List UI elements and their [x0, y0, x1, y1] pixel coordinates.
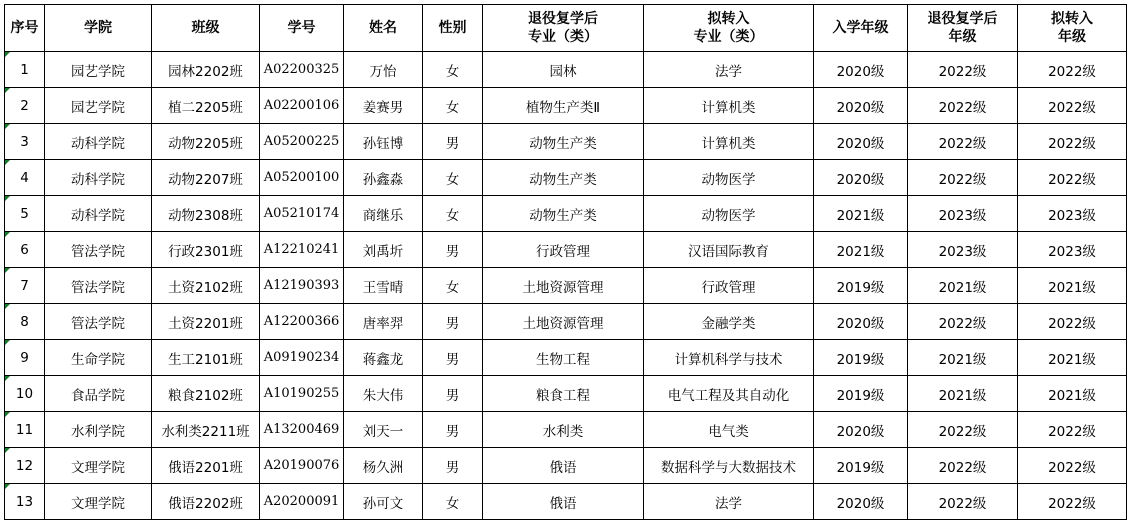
column-header-college[interactable]: [45, 5, 152, 52]
column-header-class[interactable]: [152, 5, 260, 52]
cell-name[interactable]: 商继乐: [344, 196, 423, 232]
cell-seq[interactable]: 13: [5, 484, 45, 520]
cell-gender[interactable]: 女: [423, 268, 483, 304]
cell-target-major[interactable]: 计算机类: [644, 124, 814, 160]
cell-class[interactable]: 行政2301班: [152, 232, 260, 268]
cell-gender[interactable]: 女: [423, 484, 483, 520]
cell-enroll-year[interactable]: 2020级: [814, 160, 908, 196]
cell-target-grade[interactable]: 2021级: [1018, 340, 1127, 376]
cell-target-major[interactable]: 动物医学: [644, 160, 814, 196]
cell-target-major[interactable]: 行政管理: [644, 268, 814, 304]
column-header-text: 学院: [84, 20, 112, 36]
table-row: [5, 124, 1127, 160]
cell-target-major[interactable]: 计算机类: [644, 88, 814, 124]
cell-target-major[interactable]: 计算机科学与技术: [644, 340, 814, 376]
cell-major-after-return[interactable]: 动物生产类: [483, 124, 644, 160]
cell-target-grade[interactable]: 2023级: [1018, 232, 1127, 268]
cell-enroll-year[interactable]: 2020级: [814, 124, 908, 160]
cell-target-grade[interactable]: 2023级: [1018, 196, 1127, 232]
column-header-text: 序号: [10, 20, 39, 36]
cell-target-major[interactable]: 金融学类: [644, 304, 814, 340]
cell-name[interactable]: 蒋鑫龙: [344, 340, 423, 376]
cell-grade-after-return[interactable]: 2022级: [908, 412, 1018, 448]
cell-name[interactable]: 孙钰博: [344, 124, 423, 160]
table-row: [5, 412, 1127, 448]
cell-grade-after-return[interactable]: 2023级: [908, 232, 1018, 268]
cell-seq[interactable]: 8: [5, 304, 45, 340]
cell-name[interactable]: 王雪晴: [344, 268, 423, 304]
cell-enroll-year[interactable]: 2019级: [814, 376, 908, 412]
cell-gender[interactable]: 女: [423, 160, 483, 196]
cell-college[interactable]: 动科学院: [45, 160, 152, 196]
cell-name[interactable]: 姜赛男: [344, 88, 423, 124]
cell-target-grade[interactable]: 2021级: [1018, 376, 1127, 412]
cell-college[interactable]: 园艺学院: [45, 52, 152, 88]
cell-seq[interactable]: 5: [5, 196, 45, 232]
cell-seq[interactable]: 7: [5, 268, 45, 304]
cell-seq[interactable]: 6: [5, 232, 45, 268]
cell-target-grade[interactable]: 2022级: [1018, 52, 1127, 88]
cell-student-id[interactable]: A02200106: [260, 88, 344, 124]
cell-major-after-return[interactable]: 动物生产类: [483, 196, 644, 232]
cell-student-id[interactable]: A05200225: [260, 124, 344, 160]
cell-enroll-year[interactable]: 2019级: [814, 340, 908, 376]
cell-major-after-return[interactable]: 园林: [483, 52, 644, 88]
cell-grade-after-return[interactable]: 2023级: [908, 196, 1018, 232]
cell-gender[interactable]: 男: [423, 232, 483, 268]
cell-enroll-year[interactable]: 2020级: [814, 484, 908, 520]
cell-college[interactable]: 生命学院: [45, 340, 152, 376]
cell-gender[interactable]: 男: [423, 376, 483, 412]
cell-student-id[interactable]: A10190255: [260, 376, 344, 412]
column-header-text: 姓名: [369, 20, 397, 36]
cell-college[interactable]: 动科学院: [45, 124, 152, 160]
cell-class[interactable]: 园林2202班: [152, 52, 260, 88]
column-header-target-major[interactable]: [644, 5, 814, 52]
cell-college[interactable]: 管法学院: [45, 304, 152, 340]
cell-target-major[interactable]: 电气工程及其自动化: [644, 376, 814, 412]
cell-major-after-return[interactable]: 生物工程: [483, 340, 644, 376]
cell-class[interactable]: 植二2205班: [152, 88, 260, 124]
table-row: [5, 340, 1127, 376]
cell-student-id[interactable]: A12200366: [260, 304, 344, 340]
cell-gender[interactable]: 男: [423, 340, 483, 376]
cell-enroll-year[interactable]: 2021级: [814, 232, 908, 268]
cell-enroll-year[interactable]: 2019级: [814, 268, 908, 304]
cell-target-grade[interactable]: 2022级: [1018, 88, 1127, 124]
cell-target-major[interactable]: 电气类: [644, 412, 814, 448]
column-header-text: 拟转入: [707, 11, 750, 27]
cell-name[interactable]: 孙可文: [344, 484, 423, 520]
cell-college[interactable]: 文理学院: [45, 448, 152, 484]
cell-seq[interactable]: 11: [5, 412, 45, 448]
table-row: [5, 484, 1127, 520]
cell-target-major[interactable]: 汉语国际教育: [644, 232, 814, 268]
column-header-name[interactable]: [344, 5, 423, 52]
cell-class[interactable]: 粮食2102班: [152, 376, 260, 412]
cell-student-id[interactable]: A20200091: [260, 484, 344, 520]
cell-major-after-return[interactable]: 土地资源管理: [483, 268, 644, 304]
cell-class[interactable]: 动物2308班: [152, 196, 260, 232]
cell-major-after-return[interactable]: 土地资源管理: [483, 304, 644, 340]
cell-gender[interactable]: 男: [423, 448, 483, 484]
column-header-major-after-return[interactable]: [483, 5, 644, 52]
column-header-text: 年级: [1058, 29, 1086, 45]
column-header-grade-after-return[interactable]: [908, 5, 1018, 52]
table-row: [5, 160, 1127, 196]
column-header-text: 退役复学后: [528, 11, 598, 27]
cell-student-id[interactable]: A13200469: [260, 412, 344, 448]
cell-class[interactable]: 生工2101班: [152, 340, 260, 376]
cell-student-id[interactable]: A02200325: [260, 52, 344, 88]
column-header-gender[interactable]: [423, 5, 483, 52]
table-row: [5, 268, 1127, 304]
table-row: [5, 448, 1127, 484]
cell-enroll-year[interactable]: 2019级: [814, 448, 908, 484]
cell-college[interactable]: 管法学院: [45, 232, 152, 268]
cell-grade-after-return[interactable]: 2022级: [908, 52, 1018, 88]
cell-target-grade[interactable]: 2022级: [1018, 412, 1127, 448]
table-row: [5, 196, 1127, 232]
cell-enroll-year[interactable]: 2021级: [814, 196, 908, 232]
cell-grade-after-return[interactable]: 2021级: [908, 268, 1018, 304]
column-header-text: 退役复学后: [927, 11, 998, 27]
cell-gender[interactable]: 男: [423, 412, 483, 448]
column-header-text: 入学年级: [832, 20, 889, 36]
cell-grade-after-return[interactable]: 2022级: [908, 484, 1018, 520]
cell-gender[interactable]: 男: [423, 304, 483, 340]
column-header-text: 专业（类）: [528, 29, 598, 45]
cell-name[interactable]: 刘天一: [344, 412, 423, 448]
table-row: [5, 304, 1127, 340]
header-row: [5, 5, 1127, 52]
cell-college[interactable]: 水利学院: [45, 412, 152, 448]
cell-major-after-return[interactable]: 植物生产类Ⅱ: [483, 88, 644, 124]
cell-major-after-return[interactable]: 水利类: [483, 412, 644, 448]
cell-target-major[interactable]: 法学: [644, 484, 814, 520]
cell-grade-after-return[interactable]: 2022级: [908, 124, 1018, 160]
column-header-student-id[interactable]: [260, 5, 344, 52]
cell-seq[interactable]: 12: [5, 448, 45, 484]
cell-target-major[interactable]: 数据科学与大数据技术: [644, 448, 814, 484]
cell-enroll-year[interactable]: 2020级: [814, 304, 908, 340]
cell-college[interactable]: 食品学院: [45, 376, 152, 412]
cell-target-grade[interactable]: 2021级: [1018, 268, 1127, 304]
cell-name[interactable]: 孙鑫淼: [344, 160, 423, 196]
cell-seq[interactable]: 4: [5, 160, 45, 196]
cell-grade-after-return[interactable]: 2022级: [908, 88, 1018, 124]
cell-student-id[interactable]: A12190393: [260, 268, 344, 304]
cell-major-after-return[interactable]: 动物生产类: [483, 160, 644, 196]
cell-major-after-return[interactable]: 行政管理: [483, 232, 644, 268]
cell-gender[interactable]: 男: [423, 124, 483, 160]
cell-student-id[interactable]: A12210241: [260, 232, 344, 268]
cell-class[interactable]: 动物2207班: [152, 160, 260, 196]
cell-seq[interactable]: 2: [5, 88, 45, 124]
cell-grade-after-return[interactable]: 2022级: [908, 448, 1018, 484]
cell-target-grade[interactable]: 2022级: [1018, 160, 1127, 196]
cell-enroll-year[interactable]: 2020级: [814, 412, 908, 448]
table-row: [5, 232, 1127, 268]
cell-student-id[interactable]: A09190234: [260, 340, 344, 376]
cell-enroll-year[interactable]: 2020级: [814, 52, 908, 88]
cell-college[interactable]: 管法学院: [45, 268, 152, 304]
cell-seq[interactable]: 3: [5, 124, 45, 160]
cell-enroll-year[interactable]: 2020级: [814, 88, 908, 124]
column-header-target-grade[interactable]: [1018, 5, 1127, 52]
cell-student-id[interactable]: A20190076: [260, 448, 344, 484]
cell-target-major[interactable]: 动物医学: [644, 196, 814, 232]
table-body: [5, 52, 1127, 520]
cell-class[interactable]: 俄语2202班: [152, 484, 260, 520]
column-header-seq[interactable]: [5, 5, 45, 52]
cell-major-after-return[interactable]: 粮食工程: [483, 376, 644, 412]
column-header-text: 拟转入: [1051, 11, 1093, 27]
cell-target-major[interactable]: 法学: [644, 52, 814, 88]
cell-student-id[interactable]: A05210174: [260, 196, 344, 232]
cell-student-id[interactable]: A05200100: [260, 160, 344, 196]
cell-grade-after-return[interactable]: 2021级: [908, 376, 1018, 412]
cell-target-grade[interactable]: 2022级: [1018, 124, 1127, 160]
cell-seq[interactable]: 9: [5, 340, 45, 376]
column-header-text: 专业（类）: [693, 29, 764, 45]
cell-name[interactable]: 朱大伟: [344, 376, 423, 412]
column-header-text: 性别: [438, 20, 467, 36]
cell-gender[interactable]: 女: [423, 52, 483, 88]
cell-college[interactable]: 动科学院: [45, 196, 152, 232]
table-row: [5, 376, 1127, 412]
cell-target-grade[interactable]: 2022级: [1018, 448, 1127, 484]
cell-name[interactable]: 杨久洲: [344, 448, 423, 484]
cell-class[interactable]: 土资2201班: [152, 304, 260, 340]
cell-grade-after-return[interactable]: 2022级: [908, 160, 1018, 196]
student-transfer-table: [4, 4, 1127, 520]
cell-seq[interactable]: 10: [5, 376, 45, 412]
cell-major-after-return[interactable]: 俄语: [483, 448, 644, 484]
cell-class[interactable]: 动物2205班: [152, 124, 260, 160]
cell-name[interactable]: 唐率羿: [344, 304, 423, 340]
cell-class[interactable]: 土资2102班: [152, 268, 260, 304]
column-header-enroll-year[interactable]: [814, 5, 908, 52]
cell-gender[interactable]: 女: [423, 88, 483, 124]
cell-major-after-return[interactable]: 俄语: [483, 484, 644, 520]
cell-class[interactable]: 俄语2201班: [152, 448, 260, 484]
cell-class[interactable]: 水利类2211班: [152, 412, 260, 448]
cell-name[interactable]: 万怡: [344, 52, 423, 88]
table-row: [5, 52, 1127, 88]
table-row: [5, 88, 1127, 124]
cell-target-grade[interactable]: 2022级: [1018, 484, 1127, 520]
cell-college[interactable]: 园艺学院: [45, 88, 152, 124]
cell-grade-after-return[interactable]: 2022级: [908, 304, 1018, 340]
cell-name[interactable]: 刘禹圻: [344, 232, 423, 268]
cell-grade-after-return[interactable]: 2021级: [908, 340, 1018, 376]
column-header-text: 学号: [287, 20, 316, 36]
cell-target-grade[interactable]: 2022级: [1018, 304, 1127, 340]
column-header-text: 班级: [191, 20, 220, 36]
cell-college[interactable]: 文理学院: [45, 484, 152, 520]
column-header-text: 年级: [948, 29, 977, 45]
cell-seq[interactable]: 1: [5, 52, 45, 88]
cell-gender[interactable]: 女: [423, 196, 483, 232]
